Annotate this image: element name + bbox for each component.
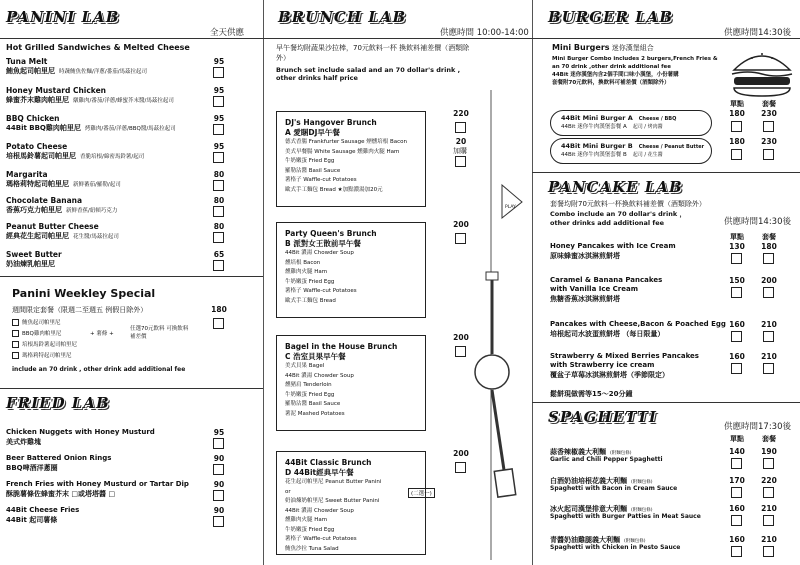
brunch-menu-line: 44Bit 濃湯 Chowder Soup (285, 507, 354, 514)
pancake-item-set-price: 180 (761, 242, 777, 251)
mini-burger-subtitle: 迷你漢堡組合 (611, 44, 654, 52)
panini-item-name: Tuna Melt (6, 57, 48, 66)
panini-item-note: 新鮮蕃茄/羅勒/起司 (73, 182, 121, 188)
brunch-menu-line: 美式早餐腸 White Sausage 燻雞肉火腿 Ham (285, 148, 400, 155)
panini-item-price: 80 (213, 222, 225, 231)
weekley-option: 瑪格莉特起司帕里尼 (22, 353, 72, 359)
brunch-menu-line: 薯格子 Waffle-cut Potatoes (285, 177, 357, 183)
fried-item-checkbox[interactable] (213, 464, 224, 475)
panini-item-zh-text: 經典花生起司帕里尼 (6, 232, 69, 240)
mini-burger-heading (552, 43, 654, 53)
panini-hours: 全天供應 (210, 28, 245, 38)
spaghetti-item-zh: 冰火起司漢堡排意大利麵 (550, 505, 627, 513)
panini-item-zh (6, 66, 147, 76)
pancake-hours: 供應時間14:30後 (724, 217, 791, 227)
panini-item-note: 時蔬鮪魚佐麵/洋蔥/番茄/馬茲拉起司 (59, 69, 148, 75)
burger-item-line (561, 114, 701, 122)
brunch-menu-checkbox[interactable] (455, 122, 466, 133)
fried-item-name: French Fries with Honey Musturd or Tartar Dip (6, 480, 189, 488)
panini-item-zh-text: 44Bit BBQ雞肉帕里尼 (6, 124, 81, 132)
panini-item-name: Honey Mustard Chicken (6, 86, 107, 95)
burger-hours: 供應時間14:30後 (724, 28, 791, 38)
burger-icon (728, 44, 796, 98)
column-divider-left (263, 0, 264, 565)
burger-item-single-checkbox[interactable] (731, 149, 742, 160)
spaghetti-section-title: SPAGHETTI (548, 408, 657, 426)
brunch-menu-line: 美式貝果 Bagel (285, 363, 325, 369)
pancake-item-set-checkbox[interactable] (763, 331, 774, 342)
spaghetti-item-set-price: 210 (761, 504, 777, 513)
panini-item-zh-text: 蜂蜜芥末雞肉帕里尼 (6, 96, 69, 104)
brunch-menu-line: 德式香腸 Frankfurter Sausage 煙燻培根 Bacon (285, 139, 408, 145)
fried-item-price: 95 (213, 428, 225, 437)
brunch-menu-title: Party Queen's Brunch (285, 229, 377, 238)
spaghetti-item-en: Spaghetti with Burger Patties in Meat Sauce (550, 513, 701, 520)
pancake-col-set: 套餐 (762, 233, 776, 241)
burger-divider (532, 38, 800, 39)
brunch-menu-line: 歐式手工麵包 Bread ★加點濃湯加20元 (285, 186, 383, 193)
brunch-menu-box (276, 111, 426, 207)
pancake-item-set-checkbox[interactable] (763, 253, 774, 264)
panini-item-price: 95 (213, 86, 225, 95)
pancake-col-single: 單點 (730, 233, 744, 241)
brunch-menu-line: 薯泥 Mashed Potatoes (285, 410, 345, 417)
burger-item-set-checkbox[interactable] (763, 149, 774, 160)
fried-section-title: FRIED LAB (6, 394, 110, 412)
fried-item-price: 90 (213, 506, 225, 515)
pancake-item-zh: 培根起司水波蛋煎餅塔 （每日限量） (550, 330, 665, 338)
fried-item-zh: 44Bit 起司薯條 (6, 516, 58, 524)
pancake-item-single-price: 130 (729, 242, 745, 251)
spaghetti-item-single-price: 160 (729, 535, 745, 544)
burger-col-set: 套餐 (762, 100, 776, 108)
brunch-menu-subtitle: A 愛睏DJ早午餐 (285, 128, 340, 137)
brunch-menu-line: 燻豬肩 Tenderloin (285, 382, 332, 388)
mini-desc-line: 套餐附70元飲料，換飲料可補差價（酒類除外） (552, 80, 670, 86)
brunch-menu-line: 羅勒沾醬 Basil Sauce (285, 401, 341, 407)
mini-burger-title: Mini Burgers (552, 43, 610, 52)
spaghetti-item-single-price: 160 (729, 504, 745, 513)
spaghetti-item-set-checkbox[interactable] (763, 546, 774, 557)
brunch-menu-box (276, 335, 426, 431)
brunch-divider (263, 38, 532, 39)
play-label: PLAY (505, 205, 516, 210)
spaghetti-item-tag: (附麵包條) (610, 451, 632, 456)
spaghetti-item-zh: 蒜香辣椒義大利麵 (550, 448, 606, 456)
weekley-drink: 任選70元飲料 可換飲料補差價 (130, 326, 189, 340)
weekley-options (12, 318, 77, 362)
column-divider-right (532, 0, 533, 565)
brunch-menu-line: 牛奶嫩蛋 Fried Egg (285, 278, 335, 285)
fried-item-price: 90 (213, 454, 225, 463)
mini-burger-desc (552, 55, 722, 87)
brunch-menu-price: 200 (453, 449, 469, 458)
pancake-item-single-checkbox[interactable] (731, 253, 742, 264)
panini-divider (0, 38, 263, 39)
pancake-item-single-checkbox[interactable] (731, 331, 742, 342)
weekley-note: include an 70 drink , other drink add additional fee (12, 366, 186, 373)
panini-item-note: 燉雞肉/番茄/洋蔥/蜂蜜芥末醬/馬茲拉起司 (73, 98, 174, 104)
panini-item-name: Peanut Butter Cheese (6, 222, 99, 231)
fried-item-zh: BBQ啤酒洋蔥圈 (6, 464, 58, 472)
pancake-intro-en1: Combo include an 70 dollar's drink ， (550, 210, 686, 218)
spaghetti-item-set-price: 220 (761, 476, 777, 485)
fried-divider (0, 388, 263, 389)
fried-item-zh: 酥脆薯條佐蜂蜜芥末 □或塔塔醬 □ (6, 490, 116, 498)
pancake-divider (532, 172, 800, 173)
panini-item-checkbox[interactable] (213, 180, 224, 191)
fried-item-name: 44Bit Cheese Fries (6, 506, 80, 514)
spaghetti-item-single-checkbox[interactable] (731, 458, 742, 469)
weekley-option-checkbox[interactable] (12, 330, 19, 337)
pancake-item-set-price: 200 (761, 276, 777, 285)
weekley-option-checkbox[interactable] (12, 319, 19, 326)
spaghetti-item-single-checkbox[interactable] (731, 515, 742, 526)
pancake-item-set-checkbox[interactable] (763, 363, 774, 374)
burger-section-title: BURGER LAB (548, 8, 674, 26)
panini-item-note: 烤雞肉/番茄/洋蔥/BBQ醬/馬茲拉起司 (84, 126, 176, 132)
weekley-option: 培根馬鈴薯起司帕里尼 (22, 342, 78, 348)
pancake-item-name: Caramel & Banana Pancakes (550, 276, 663, 284)
pancake-item-zh: 原味蜂蜜冰淇淋煎餅塔 (550, 252, 620, 260)
burger-item-set-price: 230 (761, 137, 777, 146)
panini-item-note: 新鮮香蕉/紐頓巧克力 (66, 208, 118, 214)
brunch-menu-line: 奶油煉奶帕里尼 Sweet Butter Panini (285, 498, 380, 504)
weekley-checkbox[interactable] (213, 318, 224, 329)
brunch-menu-title: DJ's Hangover Brunch (285, 118, 377, 127)
panini-item-zh-text: 瑪格莉特起司帕里尼 (6, 180, 69, 188)
pancake-item-zh: 覆盆子草莓冰淇淋煎餅塔（季節限定） (550, 371, 669, 379)
spaghetti-item-en: Spaghetti with Chicken in Pesto Sauce (550, 544, 681, 551)
brunch-extra-checkbox[interactable] (455, 156, 466, 167)
pancake-item-name-2: with Strawberry ice cream (550, 361, 655, 369)
spaghetti-col-set: 套餐 (762, 435, 776, 443)
panini-item-checkbox[interactable] (213, 232, 224, 243)
panini-item-zh-text: 香蕉巧克力帕里尼 (6, 206, 62, 214)
burger-item-flavor-zh: 起司 / 花生醬 (632, 152, 663, 158)
weekley-option: BBQ雞肉帕里尼 (22, 331, 62, 337)
spaghetti-item-set-checkbox[interactable] (763, 487, 774, 498)
pancake-item-name: Honey Pancakes with Ice Cream (550, 242, 676, 250)
panini-item-name: Potato Cheese (6, 142, 68, 151)
spaghetti-hours: 供應時間17:30後 (724, 422, 791, 432)
panini-item-checkbox[interactable] (213, 206, 224, 217)
weekley-divider (0, 276, 263, 277)
brunch-menu-title: Bagel in the House Brunch (285, 342, 398, 351)
spaghetti-item-en: Spaghetti with Bacon in Cream Sauce (550, 485, 678, 492)
brunch-menu-line: 薯格子 Waffle-cut Potatoes (285, 536, 357, 542)
pancake-note: 鬆餅現做需等15～20分鐘 (550, 390, 633, 398)
pancake-item-single-checkbox[interactable] (731, 287, 742, 298)
spaghetti-item-zh: 青醬奶油雞腿義大利麵 (550, 536, 620, 544)
fried-item-name: Beer Battered Onion Rings (6, 454, 112, 462)
pancake-intro-en2: other drinks add additional fee (550, 219, 665, 227)
brunch-menu-line: 44Bit 濃湯 Chowder Soup (285, 372, 354, 379)
brunch-menu-line: 燻培根 Bacon (285, 259, 321, 266)
panini-item-checkbox[interactable] (213, 124, 224, 135)
brunch-extra-label: 加購 (453, 147, 467, 155)
brunch-menu-checkbox[interactable] (455, 233, 466, 244)
panini-item-name: BBQ Chicken (6, 114, 60, 123)
brunch-hours: 供應時間 10:00-14:00 (440, 28, 529, 38)
pancake-item-name-2: with Vanilla Ice Cream (550, 285, 639, 293)
burger-item-name: 44Bit Mini Burger A (561, 114, 633, 122)
burger-col-single: 單點 (730, 100, 744, 108)
panini-item-price: 65 (213, 250, 225, 259)
panini-item-zh (6, 231, 119, 241)
weekley-subtitle: 週間限定套餐（限週二至週五 例假日除外） (12, 306, 148, 314)
panini-item-zh-text: 培根馬鈴薯起司帕里尼 (6, 152, 76, 160)
panini-item-checkbox[interactable] (213, 96, 224, 107)
burger-item-single-checkbox[interactable] (731, 121, 742, 132)
spaghetti-item-single-checkbox[interactable] (731, 487, 742, 498)
spaghetti-item-tag: (附麵包條) (631, 480, 653, 485)
spaghetti-item-single-price: 140 (729, 447, 745, 456)
spaghetti-divider (532, 402, 800, 403)
brunch-menu-line: 牛奶嫩蛋 Fried Egg (285, 158, 335, 164)
weekley-title: Panini Weekley Special (12, 287, 156, 300)
weekley-option-checkbox[interactable] (12, 341, 19, 348)
panini-item-price: 80 (213, 170, 225, 179)
brunch-menu-price: 200 (453, 220, 469, 229)
brunch-menu-checkbox[interactable] (455, 346, 466, 357)
fried-item-zh: 美式炸雞塊 (6, 438, 41, 446)
panini-item-note: 香脆培根/綿密馬鈴薯/起司 (80, 154, 145, 160)
pancake-item-name: Pancakes with Cheese,Bacon & Poached Egg (550, 320, 726, 328)
weekley-price: 180 (211, 305, 227, 314)
spaghetti-item-en: Garlic and Chili Pepper Spaghetti (550, 456, 663, 463)
burger-item-zh: 44Bit 迷你牛肉漢堡套餐 A (561, 124, 627, 130)
brunch-section-title: BRUNCH LAB (278, 8, 407, 26)
burger-item-zh: 44Bit 迷你牛肉漢堡套餐 B (561, 152, 627, 158)
brunch-menu-price: 200 (453, 333, 469, 342)
brunch-menu-line: 牛奶嫩蛋 Fried Egg (285, 391, 335, 398)
weekley-option-checkbox[interactable] (12, 352, 19, 359)
spaghetti-item-tag: (附麵包條) (631, 508, 653, 513)
panini-item-price: 80 (213, 196, 225, 205)
brunch-menu-line: 花生起司帕里尼 Peanut Butter Panini (285, 479, 382, 485)
burger-item-single-price: 180 (729, 109, 745, 118)
spaghetti-item-tag: (附麵包條) (624, 539, 646, 544)
brunch-menu-line: 歐式手工麵包 Bread (285, 297, 336, 304)
fried-item-checkbox[interactable] (213, 516, 224, 527)
panini-item-note: 花生醬/馬茲拉起司 (73, 234, 119, 240)
brunch-menu-box (276, 222, 426, 318)
spaghetti-item-zh: 白酒奶油培根花義大利麵 (550, 477, 627, 485)
panini-item-checkbox[interactable] (213, 67, 224, 78)
brunch-menu-subtitle: B 派對女王散前早午餐 (285, 239, 361, 248)
spaghetti-item-set-checkbox[interactable] (763, 515, 774, 526)
mini-desc-line: 44Bit 迷你漢堡內含2個手間口味小漢堡，小份薯購 (552, 72, 679, 78)
burger-item-line-zh (561, 150, 701, 158)
panini-item-price: 95 (213, 114, 225, 123)
spaghetti-item-single-price: 170 (729, 476, 745, 485)
brunch-menu-box (276, 451, 426, 555)
panini-item-zh (6, 95, 174, 105)
pancake-item-set-price: 210 (761, 352, 777, 361)
panini-item-zh (6, 179, 121, 189)
panini-item-zh (6, 259, 59, 269)
brunch-menu-subtitle: D 44Bit經典早午餐 (285, 468, 354, 477)
panini-section-title: PANINI LAB (6, 8, 120, 26)
brunch-intro-zh: 早午餐均附蔬果沙拉棒，70元飲料一杯 換飲料補差價（酒類除外） (276, 44, 470, 62)
spaghetti-col-single: 單點 (730, 435, 744, 443)
brunch-intro-en: Brunch set include salad and an 70 dollar's drink , other drinks half price (276, 66, 461, 82)
pancake-item-single-price: 150 (729, 276, 745, 285)
burger-item-flavor: Cheese / BBQ (638, 116, 677, 122)
pancake-item-set-price: 210 (761, 320, 777, 329)
pancake-item-single-checkbox[interactable] (731, 363, 742, 374)
brunch-menu-subtitle: C 浩室貝果早午餐 (285, 352, 346, 361)
brunch-choose-label: (二選一) (408, 488, 435, 498)
brunch-menu-line: 鮪魚沙拉 Tuna Salad (285, 545, 339, 552)
panini-item-checkbox[interactable] (213, 152, 224, 163)
spaghetti-item-set-checkbox[interactable] (763, 458, 774, 469)
burger-item-single-price: 180 (729, 137, 745, 146)
burger-item-line (561, 142, 705, 150)
weekley-plus: + 薯條 + (90, 331, 114, 337)
burger-item-pill (550, 138, 712, 164)
pancake-item-zh: 焦糖香蕉冰淇淋煎餅塔 (550, 295, 620, 303)
pancake-section-title: PANCAKE LAB (548, 178, 683, 196)
panini-item-name: Sweet Butter (6, 250, 62, 259)
brunch-menu-line: 燻雞肉火腿 Ham (285, 517, 328, 523)
burger-item-flavor: Cheese / Peanut Butter (638, 144, 705, 150)
pancake-item-set-checkbox[interactable] (763, 287, 774, 298)
spaghetti-item-set-price: 190 (761, 447, 777, 456)
fried-item-checkbox[interactable] (213, 490, 224, 501)
weekley-option: 鮪魚起司帕里尼 (22, 320, 61, 326)
burger-item-set-checkbox[interactable] (763, 121, 774, 132)
brunch-extra-price: 20 (455, 137, 467, 146)
fried-item-price: 90 (213, 480, 225, 489)
panini-item-zh (6, 151, 144, 161)
burger-item-line-zh (561, 122, 701, 130)
panini-item-price: 95 (213, 142, 225, 151)
panini-item-price: 95 (213, 57, 225, 66)
brunch-menu-line: or (285, 488, 291, 495)
panini-item-name: Chocolate Banana (6, 196, 83, 205)
brunch-menu-line: 燻雞肉火腿 Ham (285, 269, 328, 275)
turntable-arm-icon (472, 90, 532, 560)
brunch-menu-title: 44Bit Classic Brunch (285, 458, 372, 467)
brunch-menu-checkbox[interactable] (455, 462, 466, 473)
pancake-item-single-price: 160 (729, 320, 745, 329)
pancake-item-name: Strawberry & Mixed Berries Pancakes (550, 352, 699, 360)
burger-item-set-price: 230 (761, 109, 777, 118)
brunch-menu-line: 薯格子 Waffle-cut Potatoes (285, 288, 357, 294)
mini-desc-line: an 70 drink ,other drink additional fee (552, 64, 671, 70)
burger-item-flavor-zh: 起司 / 烤肉醬 (632, 124, 663, 130)
pancake-intro-zh: 套餐均附70元飲料一杯換飲料補差價（酒類除外） (550, 200, 706, 208)
spaghetti-item-single-checkbox[interactable] (731, 546, 742, 557)
panini-subtitle: Hot Grilled Sandwiches & Melted Cheese (6, 43, 190, 52)
fried-item-name: Chicken Nuggets with Honey Musturd (6, 428, 155, 436)
brunch-menu-line: 44Bit 濃湯 Chowder Soup (285, 250, 354, 256)
mini-desc-line: Mini Burger Combo includes 2 burgers,French Fries & (552, 56, 718, 62)
panini-item-checkbox[interactable] (213, 260, 224, 271)
burger-item-pill (550, 110, 712, 136)
burger-item-name: 44Bit Mini Burger B (561, 142, 633, 150)
brunch-menu-line: 牛奶嫩蛋 Fried Egg (285, 526, 335, 533)
panini-item-name: Margarita (6, 170, 48, 179)
panini-item-zh-text: 奶油煉乳帕里尼 (6, 260, 55, 268)
fried-item-checkbox[interactable] (213, 438, 224, 449)
panini-item-zh (6, 123, 176, 133)
spaghetti-item-set-price: 210 (761, 535, 777, 544)
panini-item-zh-text: 鮪魚起司帕里尼 (6, 67, 55, 75)
panini-item-zh (6, 205, 117, 215)
brunch-menu-line: 羅勒沾醬 Basil Sauce (285, 167, 341, 174)
brunch-menu-price: 220 (453, 109, 469, 118)
pancake-item-single-price: 160 (729, 352, 745, 361)
